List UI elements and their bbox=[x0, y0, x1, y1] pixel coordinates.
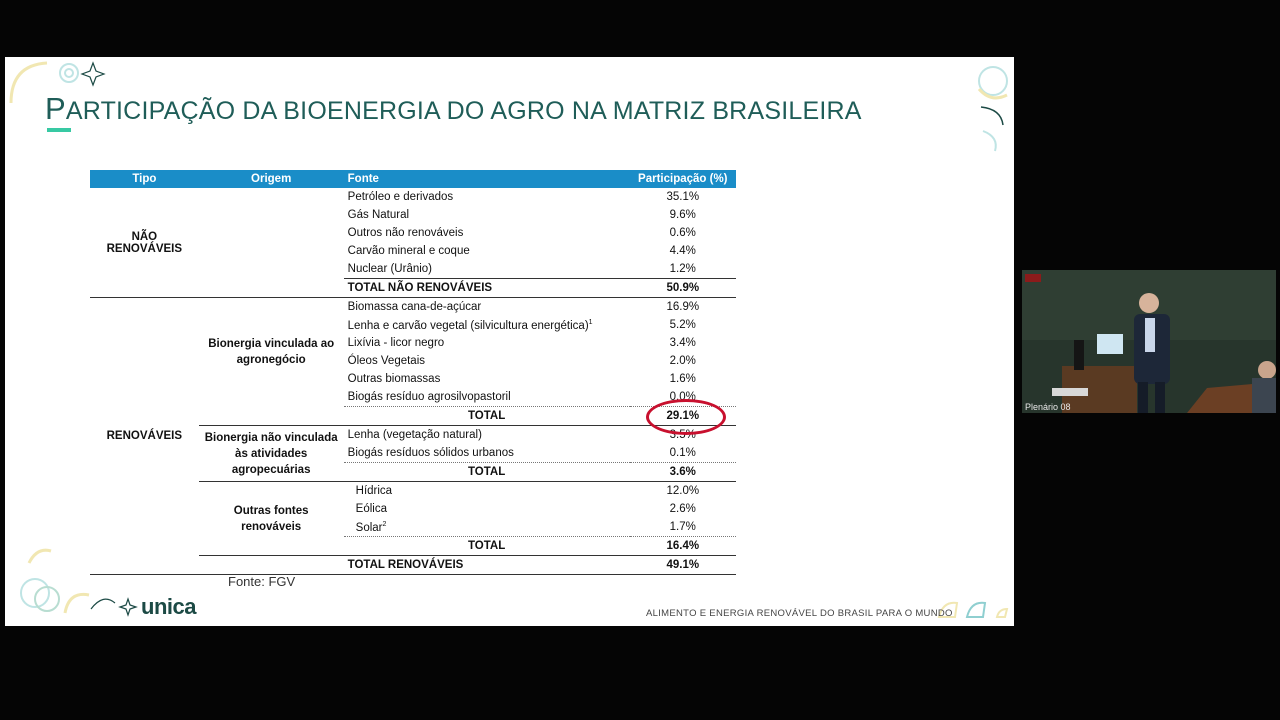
slide-tagline: ALIMENTO E ENERGIA RENOVÁVEL DO BRASIL PARA O MUNDO bbox=[646, 608, 953, 619]
pct-cell: 16.9% bbox=[666, 301, 700, 313]
pct-cell: 3.5% bbox=[669, 429, 696, 441]
table-header-row bbox=[90, 170, 736, 188]
pct-cell: 0.1% bbox=[630, 444, 736, 463]
fonte-cell: Petróleo e derivados bbox=[347, 191, 454, 203]
fonte-cell: Outros não renováveis bbox=[347, 227, 464, 239]
presentation-slide bbox=[5, 57, 1014, 626]
fonte-cell bbox=[344, 316, 630, 334]
fonte-cell: Carvão mineral e coque bbox=[347, 245, 470, 257]
unica-logo: unica bbox=[141, 594, 196, 619]
total-renovaveis-value: 49.1% bbox=[630, 556, 736, 575]
total-nao-renovaveis-value: 50.9% bbox=[630, 279, 736, 298]
total-nao-agro-value: 3.6% bbox=[630, 463, 736, 482]
total-nao-agro-label: TOTAL bbox=[344, 463, 630, 482]
slide-title-text: ARTICIPAÇÃO DA BIOENERGIA DO AGRO NA MATRIZ BRASILEIRA bbox=[65, 97, 862, 125]
footnote-marker: 1 bbox=[588, 318, 593, 326]
fonte-cell bbox=[344, 518, 630, 537]
pct-cell: 2.6% bbox=[669, 503, 696, 515]
fonte-text: Lenha e carvão vegetal (silvicultura energética) bbox=[347, 319, 589, 332]
fonte-cell: Lixívia - licor negro bbox=[347, 337, 445, 349]
pct-cell: 5.2% bbox=[669, 319, 696, 331]
video-label: Plenário 08 bbox=[1025, 402, 1071, 412]
fonte-cell: Nuclear (Urânio) bbox=[344, 260, 630, 279]
pct-cell: 1.6% bbox=[669, 373, 696, 385]
source-note: Fonte: FGV bbox=[228, 574, 296, 589]
fonte-cell: Lenha (vegetação natural) bbox=[347, 429, 482, 441]
footnote-marker: 2 bbox=[382, 520, 387, 528]
fonte-cell: Gás Natural bbox=[347, 209, 410, 221]
header-tipo: Tipo bbox=[90, 170, 199, 188]
origem-nao-agro: Bionergia não vinculada às atividades agropecuárias bbox=[199, 426, 344, 482]
total-renovaveis-label: TOTAL RENOVÁVEIS bbox=[344, 556, 630, 575]
pct-cell: 12.0% bbox=[666, 485, 700, 497]
pct-cell: 0.6% bbox=[669, 227, 696, 239]
slide-title-initial: P bbox=[45, 91, 66, 126]
total-agro-value: 29.1% bbox=[630, 407, 736, 426]
corner-ornament-top-right-icon bbox=[971, 59, 1011, 154]
pct-cell: 4.4% bbox=[669, 245, 696, 257]
origem-outras: Outras fontes renováveis bbox=[199, 482, 344, 556]
table-row bbox=[90, 188, 736, 206]
pct-cell: 3.4% bbox=[669, 337, 696, 349]
fonte-cell: Hídrica bbox=[355, 485, 393, 497]
table-row bbox=[90, 298, 736, 317]
fonte-cell: Eólica bbox=[355, 503, 387, 515]
fonte-cell: Biomassa cana-de-açúcar bbox=[347, 301, 482, 313]
tipo-nao-renovaveis: NÃO RENOVÁVEIS bbox=[90, 188, 199, 298]
pct-cell: 1.7% bbox=[630, 518, 736, 537]
pct-cell: 2.0% bbox=[669, 355, 696, 367]
highlight-circle bbox=[646, 399, 726, 435]
pct-cell: 9.6% bbox=[669, 209, 696, 221]
header-origem: Origem bbox=[199, 170, 344, 188]
pct-cell: 0.0% bbox=[630, 388, 736, 407]
total-outras-label: TOTAL bbox=[344, 537, 630, 556]
pct-cell: 35.1% bbox=[666, 191, 700, 203]
total-outras-value: 16.4% bbox=[630, 537, 736, 556]
fonte-text: Solar bbox=[355, 521, 383, 534]
header-fonte: Fonte bbox=[344, 170, 630, 188]
total-nao-renovaveis-label: TOTAL NÃO RENOVÁVEIS bbox=[344, 279, 630, 298]
header-participacao: Participação (%) bbox=[630, 170, 736, 188]
fonte-cell: Outras biomassas bbox=[347, 373, 441, 385]
pct-cell: 1.2% bbox=[630, 260, 736, 279]
tipo-renovaveis: RENOVÁVEIS bbox=[90, 298, 199, 575]
origem-agro: Bionergia vinculada ao agronegócio bbox=[208, 338, 335, 367]
speaker-video-thumbnail[interactable] bbox=[1022, 270, 1276, 413]
slide-title bbox=[45, 91, 862, 127]
speaker-video-image bbox=[1022, 270, 1276, 413]
total-agro-label: TOTAL bbox=[344, 407, 630, 426]
fonte-cell: Biogás resíduo agrosilvopastoril bbox=[344, 388, 630, 407]
fonte-cell: Biogás resíduos sólidos urbanos bbox=[344, 444, 630, 463]
title-accent-bar bbox=[47, 128, 71, 132]
fonte-cell: Óleos Vegetais bbox=[347, 355, 426, 367]
energy-matrix-table bbox=[90, 170, 736, 575]
